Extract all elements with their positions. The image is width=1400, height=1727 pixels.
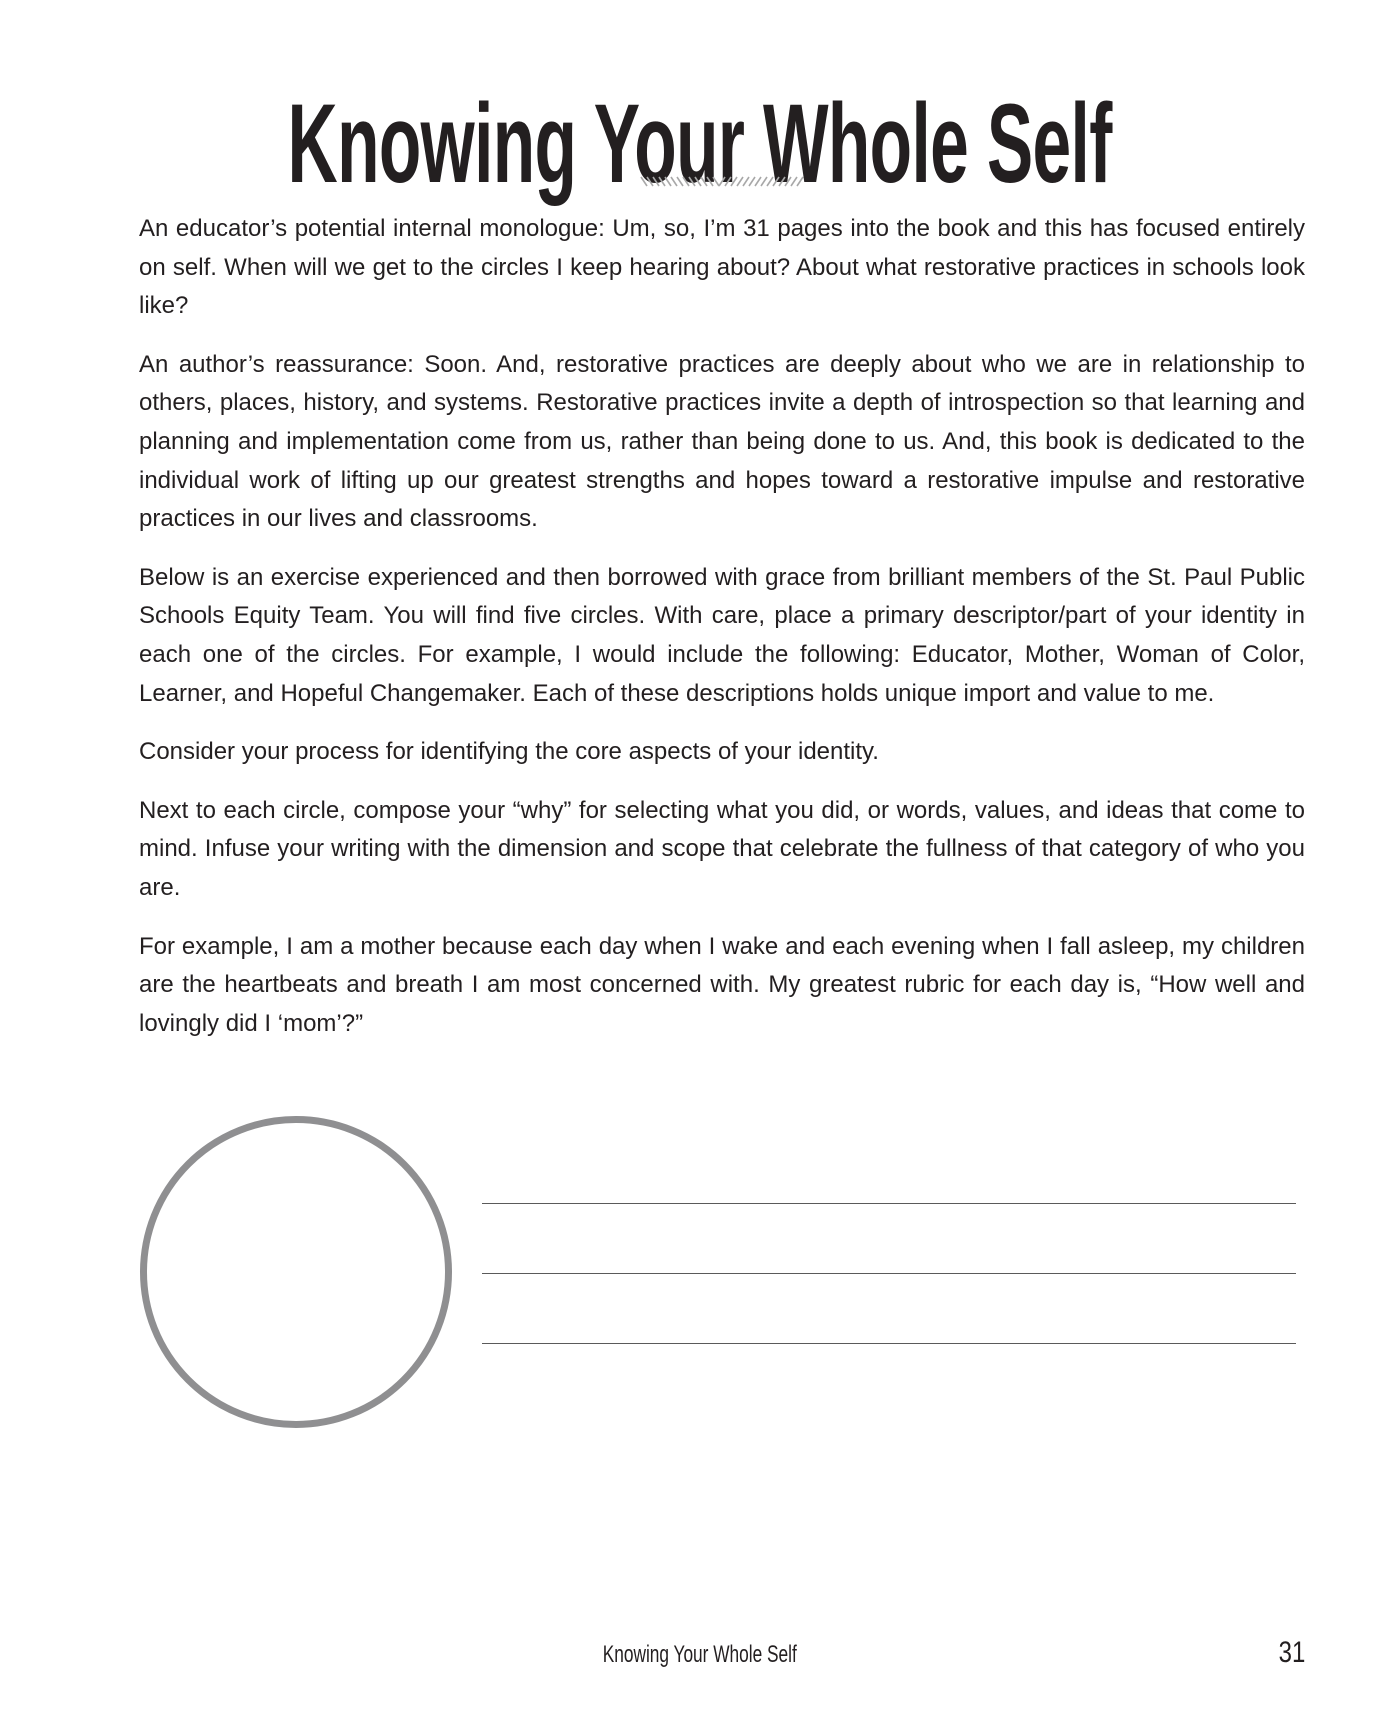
writing-line-2[interactable] xyxy=(482,1273,1296,1274)
page-number xyxy=(1272,1636,1305,1670)
body-text xyxy=(139,210,1305,1063)
identity-circle[interactable] xyxy=(140,1116,452,1428)
writing-line-1[interactable] xyxy=(482,1203,1296,1204)
divider-hatch-ornament-icon xyxy=(640,176,806,187)
writing-line-3[interactable] xyxy=(482,1343,1296,1344)
footer-running-title xyxy=(0,1640,1400,1670)
paragraph-compose-why: Next to each circle, compose your “why” for selecting what you did, or words, values, and ideas that come to mind. Infuse your writing with the dimension and scope that celebrate the fullness of that category of who you are. xyxy=(139,796,1305,901)
footer-running-title-text: Knowing Your Whole Self xyxy=(602,1641,798,1668)
page-title-text: Knowing Your Whole Self xyxy=(287,81,1113,206)
paragraph-educator-monologue: An educator’s potential internal monologue: Um, so, I’m 31 pages into the book and this has focused entirely on self. When will we get to the circles I keep hearing about? About what restorative practices in schools look like? xyxy=(139,215,1305,320)
paragraph-consider-process: Consider your process for identifying the core aspects of your identity. xyxy=(139,738,879,766)
page-number-text: 31 xyxy=(1278,1636,1305,1669)
paragraph-author-reassurance: An author’s reassurance: Soon. And, restorative practices are deeply about who we are in relationship to others, places, history, and systems. Restorative practices invite a depth of introspection so that learning and planning and implementation come from us, rather than being done to us. And, this book is dedicated to the individual work of lifting up our greatest strengths and hopes toward a restorative impulse and restorative practices in our lives and classrooms. xyxy=(139,350,1305,533)
paragraph-exercise-intro: Below is an exercise experienced and then borrowed with grace from brilliant members of the St. Paul Public Schools Equity Team. You will find five circles. With care, place a primary descriptor/part of your identity in each one of the circles. For example, I would include the following: Educator, Mother, Woman of Color, Learner, and Hopeful Changemaker. Each of these descriptions holds unique import and value to me. xyxy=(139,563,1305,707)
paragraph-mother-example: For example, I am a mother because each day when I wake and each evening when I fall asleep, my children are the heartbeats and breath I am most concerned with. My greatest rubric for each day is, “How well and lovingly did I ‘mom’?” xyxy=(139,932,1305,1037)
